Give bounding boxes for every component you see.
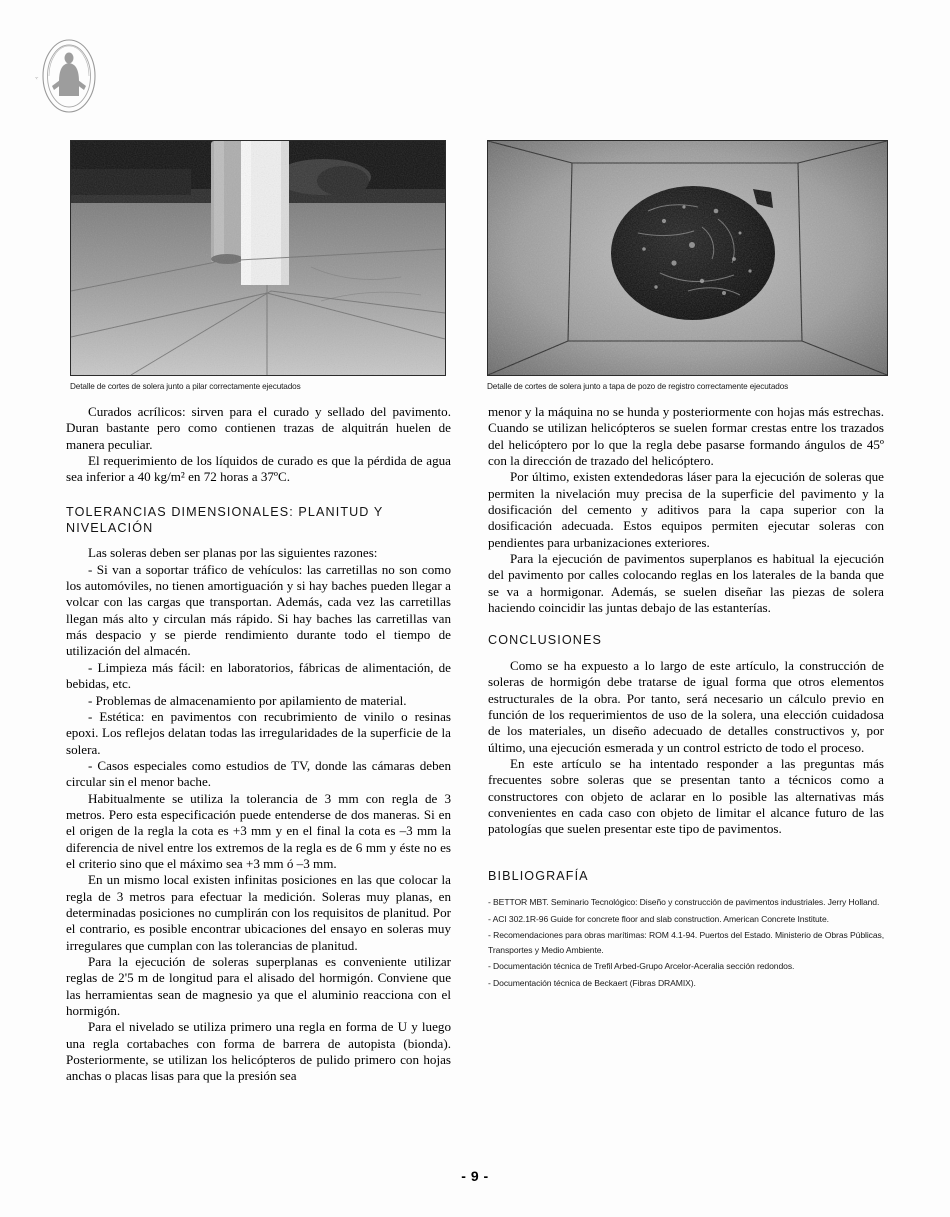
paragraph: En un mismo local existen infinitas posiciones en las que colocar la regla de 3 metros para efectuar la medición. Soleras muy planas, en determinadas posiciones no cumplirán con los requisitos de planitud. Por el contrario, es posible encontrar ubicaciones del ensayo en soleras muy irregulares que cumplan con las tolerancias de planitud. (66, 872, 451, 953)
bibliography-section (488, 868, 884, 991)
paragraph: Curados acrílicos: sirven para el curado y sellado del pavimento. Duran bastante pero como contienen trazas de alquitrán huelen de manera peculiar. (66, 404, 451, 452)
right-text-column (488, 404, 884, 993)
paragraph: - Problemas de almacenamiento por apilamiento de material. (88, 692, 407, 708)
paragraph: Como se ha expuesto a lo largo de este artículo, la construcción de soleras de hormigón debe tratarse de igual forma que otros elementos estructurales de la obra. Por tanto, será necesario un cálculo previo en función de los requerimientos de uso de la solera, una elección cuidadosa de los materiales, un diseño adecuado de detalles constructivos y, por último, una ejecución esmerada y un control estricto de todo el proceso. (488, 657, 884, 755)
paragraph: Para el nivelado se utiliza primero una regla en forma de U y luego una regla cortabaches con forma de barrera de autopista (bionda). Posteriormente, se utilizan los helicópteros de pulido primero con hojas anchas o placas lisas para que la presión sea (66, 1019, 451, 1084)
paragraph: Para la ejecución de pavimentos superplanos es habitual la ejecución del pavimento por calles colocando reglas en los laterales de la banda que se va a hormigonar. Además, se suelen diseñar las piezas de solera haciendo coincidir las juntas debajo de las estanterías. (488, 551, 884, 616)
bibliography-item: - ACI 302.1R-96 Guide for concrete floor and slab construction. American Concrete Institute. (488, 913, 829, 924)
paragraph: - Limpieza más fácil: en laboratorios, fábricas de alimentación, de bebidas, etc. (66, 659, 451, 692)
bibliography-item: - Documentación técnica de Trefil Arbed-Grupo Arcelor-Aceralia sección redondos. (488, 961, 795, 972)
svg-text:A: A (34, 75, 40, 80)
paragraph: El requerimiento de los líquidos de curado es que la pérdida de agua sea inferior a 40 kg/m² en 72 horas a 37ºC. (66, 453, 451, 485)
figure-image-manhole-slab-cuts (487, 140, 888, 376)
bibliography-item: - Documentación técnica de Beckaert (Fibras DRAMIX). (488, 977, 696, 988)
figure-image-column-slab-cuts (70, 140, 446, 376)
bibliography-item: - Recomendaciones para obras marítimas: ROM 4.1-94. Puertos del Estado. Ministerio de Obras Públicas, Transportes y Medio Ambiente. (488, 930, 884, 955)
paragraph: menor y la máquina no se hunda y posteriormente con hojas más estrechas. Cuando se utilizan helicópteros se suelen formar crestas entre los trazados del helicóptero por lo que la regla debe pasarse formando ángulos de 45º con la dirección de trazado del helicóptero. (488, 404, 884, 469)
paragraph: - Si van a soportar tráfico de vehículos: las carretillas no son como los automóviles, no tienen amortiguación y si hay baches pueden llegar a volcar con las cargas que transportan. Además, cada vez las carretillas llegan más alto y circulan más rápido. Si hay baches las carretillas van más despacio y se pierde rendimiento durante todo el tiempo de utilización del almacén. (66, 561, 451, 659)
section-heading-tolerancias: TOLERANCIAS DIMENSIONALES: PLANITUD Y NIVELACIÓN (66, 504, 384, 536)
paragraph: Las soleras deben ser planas por las siguientes razones: (88, 545, 378, 561)
bibliography-item: - BETTOR MBT. Seminario Tecnológico: Diseño y construcción de pavimentos industriales. Jerry Holland. (488, 896, 880, 907)
section-heading-conclusiones: CONCLUSIONES (488, 633, 602, 648)
paragraph: - Casos especiales como estudios de TV, donde las cámaras deben circular sin el menor bache. (66, 757, 451, 790)
section-heading-bibliografia: BIBLIOGRAFÍA (488, 868, 589, 883)
university-seal-icon (34, 34, 100, 118)
figure-caption-left: Detalle de cortes de solera junto a pilar correctamente ejecutados (70, 382, 301, 391)
paragraph: Por último, existen extendedoras láser para la ejecución de soleras que permiten la nivelación muy precisa de la superficie del pavimento y la dosificación del cemento y aditivos para la capa superior con la dosificación adecuada. Estos equipos permiten ejecutar soleras con pendientes para urbanizaciones exteriores. (488, 469, 884, 550)
figure-caption-right: Detalle de cortes de solera junto a tapa de pozo de registro correctamente ejecutados (487, 382, 789, 391)
paragraph: - Estética: en pavimentos con recubrimiento de vinilo o resinas epoxi. Los reflejos delatan todas las irregularidades de la superficie de la solera. (66, 708, 451, 757)
paragraph: En este artículo se ha intentado responder a las preguntas más frecuentes sobre soleras que se presentan tanto a técnicos como a constructores con objeto de aclarar en lo posible las alternativas más convenientes en cada caso con objeto de limitar el alcance futuro de las patologías que suelen presentar este tipo de pavimentos. (488, 755, 884, 837)
paragraph: Habitualmente se utiliza la tolerancia de 3 mm con regla de 3 metros. Pero esta especificación puede entenderse de dos maneras. Si en el origen de la regla la cota es +3 mm y en el final la cota es –3 mm la diferencia de nivel entre los extremos de la regla es de 6 mm y éste no es el criterio sino que el máximo sea +3 mm ó –3 mm. (66, 790, 451, 871)
paragraph: Para la ejecución de soleras superplanas es conveniente utilizar reglas de 2'5 m de longitud para el alisado del hormigón. Conviene que las herramientas sean de magnesio ya que el aluminio reacciona con el hormigón. (66, 954, 451, 1019)
left-text-column (66, 404, 451, 1085)
page-number: - 9 - (461, 1168, 489, 1184)
